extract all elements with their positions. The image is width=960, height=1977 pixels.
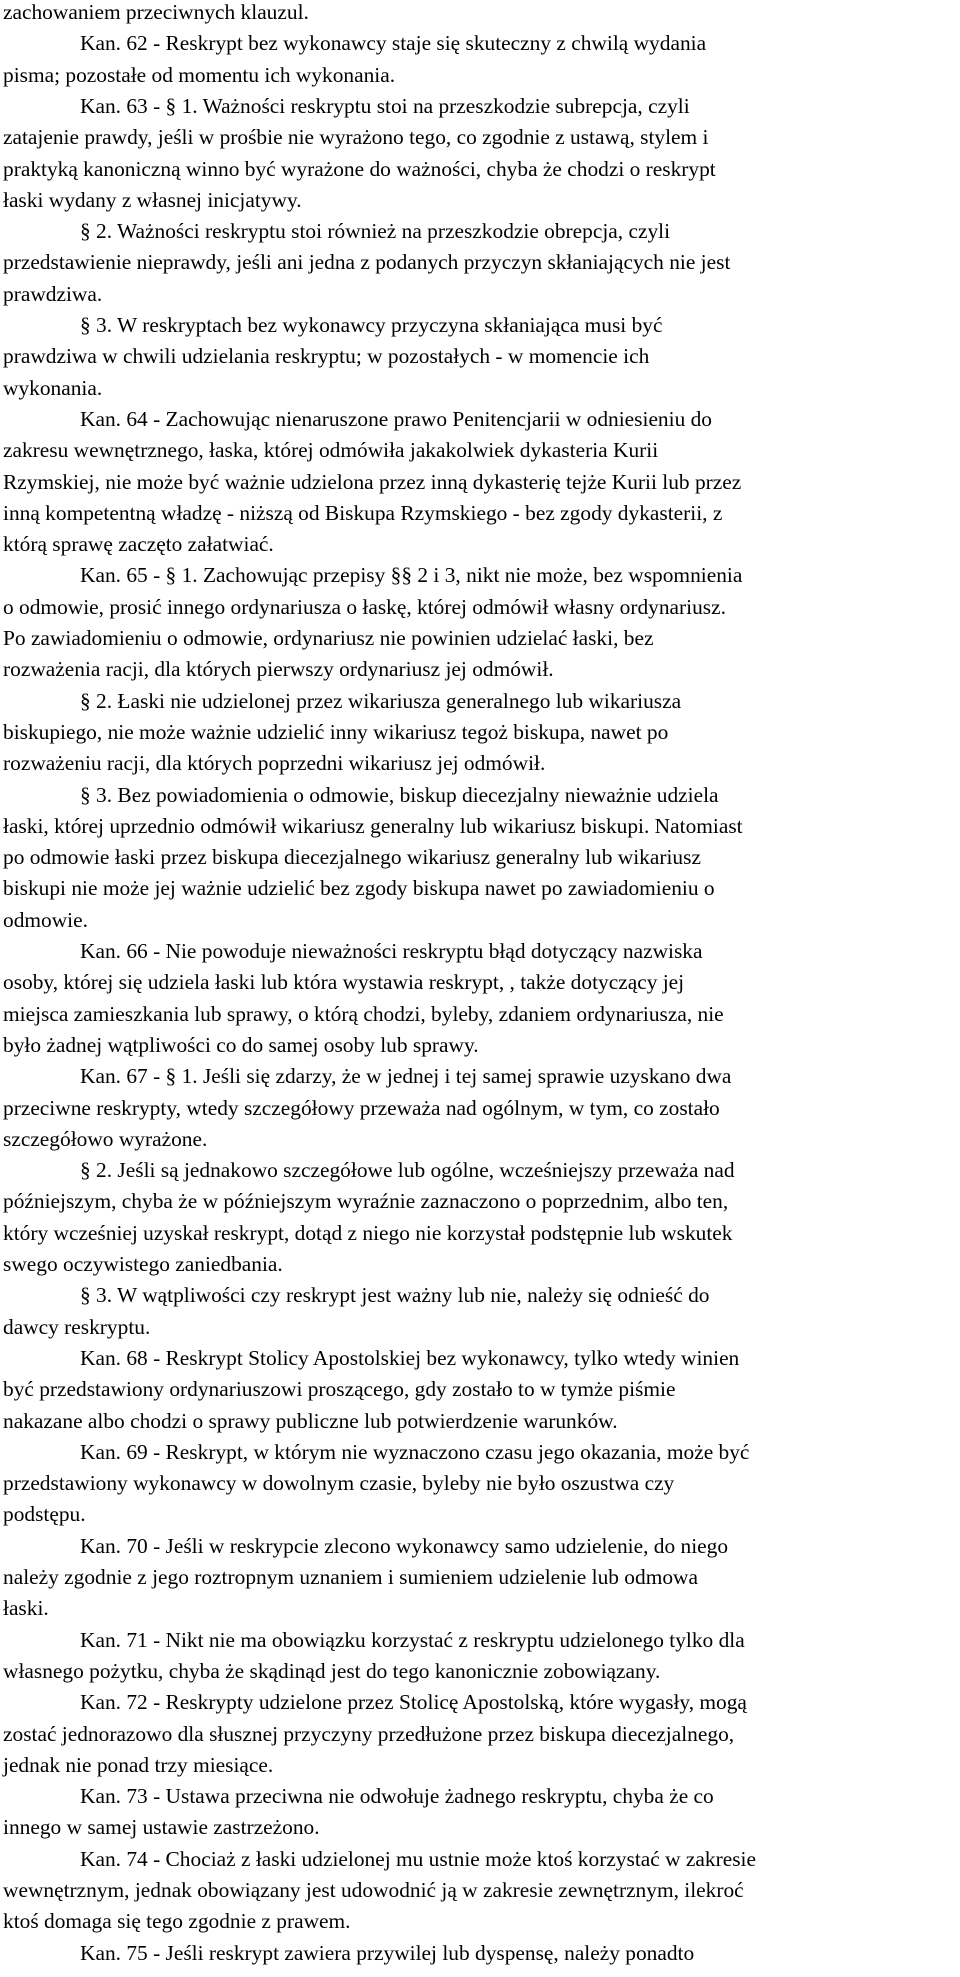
text-line: podstępu. bbox=[3, 1502, 86, 1527]
text-line: Kan. 63 - § 1. Ważności reskryptu stoi na przeszkodzie subrepcja, czyli bbox=[80, 93, 690, 118]
text-line: jednak nie ponad trzy miesiące. bbox=[3, 1752, 274, 1777]
text-line: należy zgodnie z jego roztropnym uznaniem i sumieniem udzielenie lub odmowa bbox=[3, 1565, 698, 1589]
text-line: Kan. 68 - Reskrypt Stolicy Apostolskiej bez wykonawcy, tylko wtedy winien bbox=[80, 1345, 740, 1370]
text-line: Kan. 62 - Reskrypt bez wykonawcy staje się skuteczny z chwilą wydania bbox=[80, 31, 707, 56]
text-line: zakresu wewnętrznego, łaska, której odmówiła jakakolwiek dykasteria Kurii bbox=[3, 438, 659, 463]
text-line: Kan. 74 - Chociaż z łaski udzielonej mu ustnie może ktoś korzystać w zakresie bbox=[80, 1846, 756, 1871]
text-line: o odmowie, prosić innego ordynariusza o łaskę, której odmówił własny ordynariusz. bbox=[3, 594, 726, 619]
text-line: łaski. bbox=[3, 1596, 49, 1621]
text-line: Po zawiadomieniu o odmowie, ordynariusz nie powinien udzielać łaski, bez bbox=[3, 626, 654, 650]
text-line: przeciwne reskrypty, wtedy szczegółowy przeważa nad ogólnym, w tym, co zostało bbox=[3, 1095, 720, 1120]
text-line: łaski, której uprzednio odmówił wikariusz generalny lub wikariusz biskupi. Natomiast bbox=[3, 813, 743, 838]
text-line: ktoś domaga się tego zgodnie z prawem. bbox=[3, 1909, 351, 1934]
text-line: Kan. 64 - Zachowując nienaruszone prawo Penitencjarii w odniesieniu do bbox=[80, 406, 713, 431]
text-line: wykonania. bbox=[3, 375, 103, 400]
text-line: rozważeniu racji, dla których poprzedni wikariusz jej odmówił. bbox=[3, 751, 546, 776]
text-line: swego oczywistego zaniedbania. bbox=[3, 1252, 283, 1276]
text-line: Kan. 75 - Jeśli reskrypt zawiera przywilej lub dyspensę, należy ponadto bbox=[80, 1940, 695, 1965]
text-line: Kan. 70 - Jeśli w reskrypcie zlecono wykonawcy samo udzielenie, do niego bbox=[80, 1533, 729, 1558]
text-line: odmowie. bbox=[3, 907, 88, 932]
text-line: przedstawienie nieprawdy, jeśli ani jedna z podanych przyczyn skłaniających nie jest bbox=[3, 250, 731, 275]
text-line: biskupiego, nie może ważnie udzielić inny wikariusz tegoż biskupa, nawet po bbox=[3, 719, 669, 744]
text-line: było żadnej wątpliwości co do samej osoby lub sprawy. bbox=[3, 1032, 479, 1057]
text-line: § 2. Łaski nie udzielonej przez wikariusza generalnego lub wikariusza bbox=[80, 688, 682, 713]
text-line: dawcy reskryptu. bbox=[3, 1314, 151, 1339]
text-line: szczegółowo wyrażone. bbox=[3, 1126, 208, 1151]
text-line: miejsca zamieszkania lub sprawy, o którą chodzi, byleby, zdaniem ordynariusza, nie bbox=[3, 1001, 724, 1026]
text-line: Kan. 66 - Nie powoduje nieważności reskryptu błąd dotyczący nazwiska bbox=[80, 939, 703, 963]
text-line: zostać jednorazowo dla słusznej przyczyny przedłużone przez biskupa diecezjalnego, bbox=[3, 1721, 735, 1746]
text-line: Rzymskiej, nie może być ważnie udzielona przez inną dykasterię tejże Kurii lub przez bbox=[3, 469, 742, 494]
text-line: Kan. 72 - Reskrypty udzielone przez Stolicę Apostolską, które wygasły, mogą bbox=[80, 1690, 747, 1715]
text-line: prawdziwa. bbox=[3, 281, 103, 306]
text-line: Kan. 71 - Nikt nie ma obowiązku korzystać z reskryptu udzielonego tylko dla bbox=[80, 1627, 745, 1652]
text-line: § 2. Ważności reskryptu stoi również na przeszkodzie obrepcja, czyli bbox=[80, 219, 671, 244]
text-line: praktyką kanoniczną winno być wyrażone do ważności, chyba że chodzi o reskrypt bbox=[3, 156, 716, 181]
text-line: § 3. Bez powiadomienia o odmowie, biskup diecezjalny nieważnie udziela bbox=[80, 782, 719, 807]
text-line: pisma; pozostałe od momentu ich wykonania. bbox=[3, 62, 396, 87]
text-line: § 2. Jeśli są jednakowo szczegółowe lub ogólne, wcześniejszy przeważa nad bbox=[80, 1158, 735, 1183]
text-line: być przedstawiony ordynariuszowi proszącego, gdy zostało to w tymże piśmie bbox=[3, 1377, 676, 1402]
text-line: własnego pożytku, chyba że skądinąd jest do tego kanonicznie zobowiązany. bbox=[3, 1658, 661, 1683]
text-line: nakazane albo chodzi o sprawy publiczne lub potwierdzenie warunków. bbox=[3, 1408, 618, 1433]
text-line: po odmowie łaski przez biskupa diecezjalnego wikariusz generalny lub wikariusz bbox=[3, 845, 701, 870]
text-line: biskupi nie może jej ważnie udzielić bez zgody biskupa nawet po zawiadomieniu o bbox=[3, 876, 715, 901]
text-line: Kan. 69 - Reskrypt, w którym nie wyznaczono czasu jego okazania, może być bbox=[80, 1439, 750, 1464]
text-line: innego w samej ustawie zastrzeżono. bbox=[3, 1815, 320, 1840]
text-line: osoby, której się udziela łaski lub która wystawia reskrypt, , także dotyczący jej bbox=[3, 970, 685, 995]
text-line: § 3. W wątpliwości czy reskrypt jest ważny lub nie, należy się odnieść do bbox=[80, 1283, 710, 1308]
text-line: rozważenia racji, dla których pierwszy ordynariusz jej odmówił. bbox=[3, 657, 554, 682]
text-line: którą sprawę zaczęto załatwiać. bbox=[3, 532, 274, 557]
text-line: § 3. W reskryptach bez wykonawcy przyczyna skłaniająca musi być bbox=[80, 313, 663, 337]
text-line: Kan. 73 - Ustawa przeciwna nie odwołuje żadnego reskryptu, chyba że co bbox=[80, 1784, 714, 1809]
text-line: Kan. 65 - § 1. Zachowując przepisy §§ 2 i 3, nikt nie może, bez wspomnienia bbox=[80, 563, 743, 588]
text-line: późniejszym, chyba że w późniejszym wyraźnie zaznaczono o poprzednim, albo ten, bbox=[3, 1189, 729, 1214]
text-line: łaski wydany z własnej inicjatywy. bbox=[3, 187, 302, 212]
text-line: zatajenie prawdy, jeśli w prośbie nie wyrażono tego, co zgodnie z ustawą, stylem i bbox=[3, 125, 709, 150]
text-line: który wcześniej uzyskał reskrypt, dotąd z niego nie korzystał podstępnie lub wskutek bbox=[3, 1220, 733, 1245]
text-line: przedstawiony wykonawcy w dowolnym czasie, byleby nie było oszustwa czy bbox=[3, 1471, 675, 1496]
text-line: wewnętrznym, jednak obowiązany jest udowodnić ją w zakresie zewnętrznym, ilekroć bbox=[3, 1878, 744, 1902]
text-line: zachowaniem przeciwnych klauzul. bbox=[3, 0, 309, 24]
text-line: inną kompetentną władzę - niższą od Biskupa Rzymskiego - bez zgody dykasterii, z bbox=[3, 500, 723, 525]
text-line: prawdziwa w chwili udzielania reskryptu; w pozostałych - w momencie ich bbox=[3, 344, 650, 369]
text-line: Kan. 67 - § 1. Jeśli się zdarzy, że w jednej i tej samej sprawie uzyskano dwa bbox=[80, 1064, 732, 1089]
